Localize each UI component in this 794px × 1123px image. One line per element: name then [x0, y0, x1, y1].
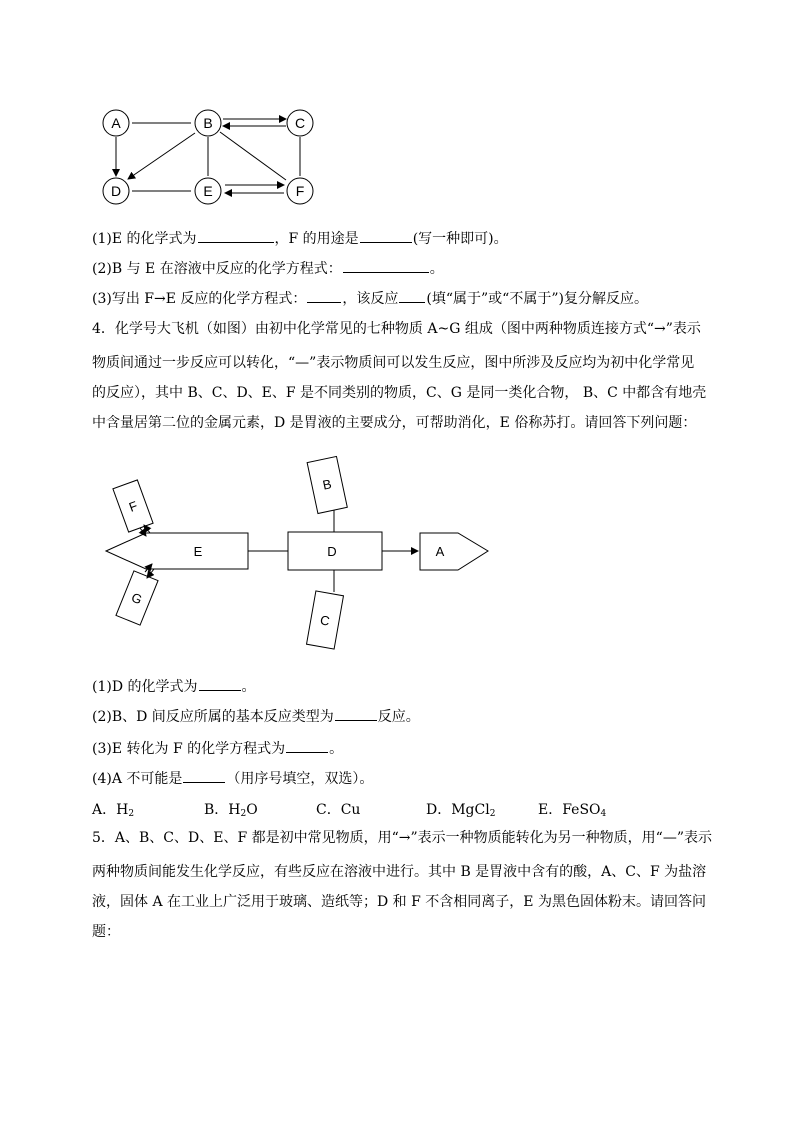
- box-c: [307, 591, 344, 649]
- q3-part2-text2: 。: [429, 261, 444, 277]
- q5-stem-line: 两种物质间能发生化学反应，有些反应在溶液中进行。其中 B 是胃液中含有的酸，A、C、F 为盐溶: [92, 864, 707, 880]
- q3-part3-text2: ，该反应: [342, 291, 399, 307]
- option-d[interactable]: D．MgCl$_2$: [426, 802, 496, 819]
- q5-stem-line: 5．A、B、C、D、E、F 都是初中常见物质，用“→”表示一种物质能转化为另一种物质，用“—”表示: [92, 830, 712, 846]
- q3-part3: [92, 288, 648, 308]
- svg-text:E: E: [193, 544, 203, 559]
- q4-part3-text2: 。: [329, 741, 344, 757]
- q3-part1-text3: (写一种即可)。: [412, 231, 508, 247]
- box-d: [288, 532, 382, 570]
- q3-part2-text: (2)B 与 E 在溶液中反应的化学方程式：: [92, 261, 342, 277]
- svg-text:D: D: [327, 544, 337, 559]
- option-b[interactable]: B．$H_2O$: [204, 802, 258, 819]
- svg-text:F: F: [295, 183, 305, 199]
- q4-part2: [92, 706, 420, 726]
- q3-part1-text: (1)E 的化学式为: [92, 231, 197, 247]
- svg-text:D: D: [110, 183, 122, 199]
- q4-part2-text: (2)B、D 间反应所属的基本反应类型为: [92, 709, 334, 725]
- answer-blank[interactable]: [343, 258, 429, 273]
- answer-blank[interactable]: [360, 228, 412, 243]
- option-e[interactable]: E．FeSO$_4$: [538, 802, 607, 819]
- svg-text:E: E: [203, 183, 213, 199]
- box-e: [106, 533, 248, 569]
- q4-part1: [92, 676, 256, 696]
- svg-text:A: A: [111, 115, 121, 131]
- option-a[interactable]: A．$H_2$: [92, 802, 135, 819]
- box-f: [113, 480, 153, 532]
- box-b: [307, 456, 347, 513]
- svg-text:C: C: [318, 612, 331, 629]
- answer-blank[interactable]: [286, 738, 328, 753]
- q4-options: [92, 799, 712, 819]
- answer-blank[interactable]: [198, 228, 274, 243]
- svg-text:B: B: [203, 115, 213, 131]
- q4-stem-line: 4．化学号大飞机（如图）由初中化学常见的七种物质 A~G 组成（图中两种物质连接方式“→”表示: [92, 321, 701, 337]
- box-g: [116, 571, 158, 625]
- q3-part2: [92, 258, 444, 278]
- q4-part1-text: (1)D 的化学式为: [92, 679, 198, 695]
- q4-part4-text2: （用序号填空，双选）。: [226, 771, 374, 787]
- q3-part3-text3: (填“属于”或“不属于”)复分解反应。: [426, 291, 648, 307]
- node-b: [195, 110, 221, 136]
- q3-part1-text2: ，F 的用途是: [274, 231, 359, 247]
- airplane-diagram: [100, 450, 500, 650]
- q5-stem-line: 题：: [92, 924, 120, 940]
- q4-stem-line: 中含量居第二位的金属元素，D 是胃液的主要成分，可帮助消化，E 俗称苏打。请回答下列问题：: [92, 415, 697, 431]
- q5-stem-line: 液，固体 A 在工业上广泛用于玻璃、造纸等；D 和 F 不含相同离子，E 为黑色固体粉末。请回答问: [92, 894, 706, 910]
- q4-part2-text2: 反应。: [377, 709, 420, 725]
- svg-text:A: A: [435, 544, 445, 559]
- q4-stem-line: 物质间通过一步反应可以转化，“—”表示物质间可以发生反应，图中所涉及反应均为初中化学常见: [92, 355, 695, 371]
- svg-text:C: C: [294, 115, 306, 131]
- q4-part1-text2: 。: [241, 679, 256, 695]
- answer-blank[interactable]: [399, 288, 425, 303]
- box-a: [420, 533, 488, 570]
- node-a: [103, 110, 129, 136]
- node-e: [195, 178, 221, 204]
- q3-part1: [92, 228, 508, 248]
- node-f: [287, 178, 313, 204]
- answer-blank[interactable]: [335, 706, 377, 721]
- svg-text:G: G: [129, 589, 145, 608]
- option-c[interactable]: C．Cu: [316, 802, 361, 818]
- q4-stem-line: 的反应），其中 B、C、D、E、F 是不同类别的物质，C、G 是同一类化合物， B、C 中都含有地壳: [92, 385, 707, 401]
- answer-blank[interactable]: [183, 768, 225, 783]
- node-c: [287, 110, 313, 136]
- svg-text:B: B: [321, 476, 333, 493]
- reaction-network-diagram: [95, 105, 325, 209]
- q4-part3-text: (3)E 转化为 F 的化学方程式为: [92, 741, 286, 757]
- answer-blank[interactable]: [307, 288, 341, 303]
- q4-part4-text: (4)A 不可能是: [92, 771, 183, 787]
- node-d: [103, 178, 129, 204]
- q4-part3: [92, 738, 343, 758]
- svg-text:F: F: [126, 498, 140, 515]
- q4-part4: [92, 768, 373, 788]
- answer-blank[interactable]: [199, 676, 241, 691]
- q3-part3-text: (3)写出 F→E 反应的化学方程式：: [92, 291, 307, 307]
